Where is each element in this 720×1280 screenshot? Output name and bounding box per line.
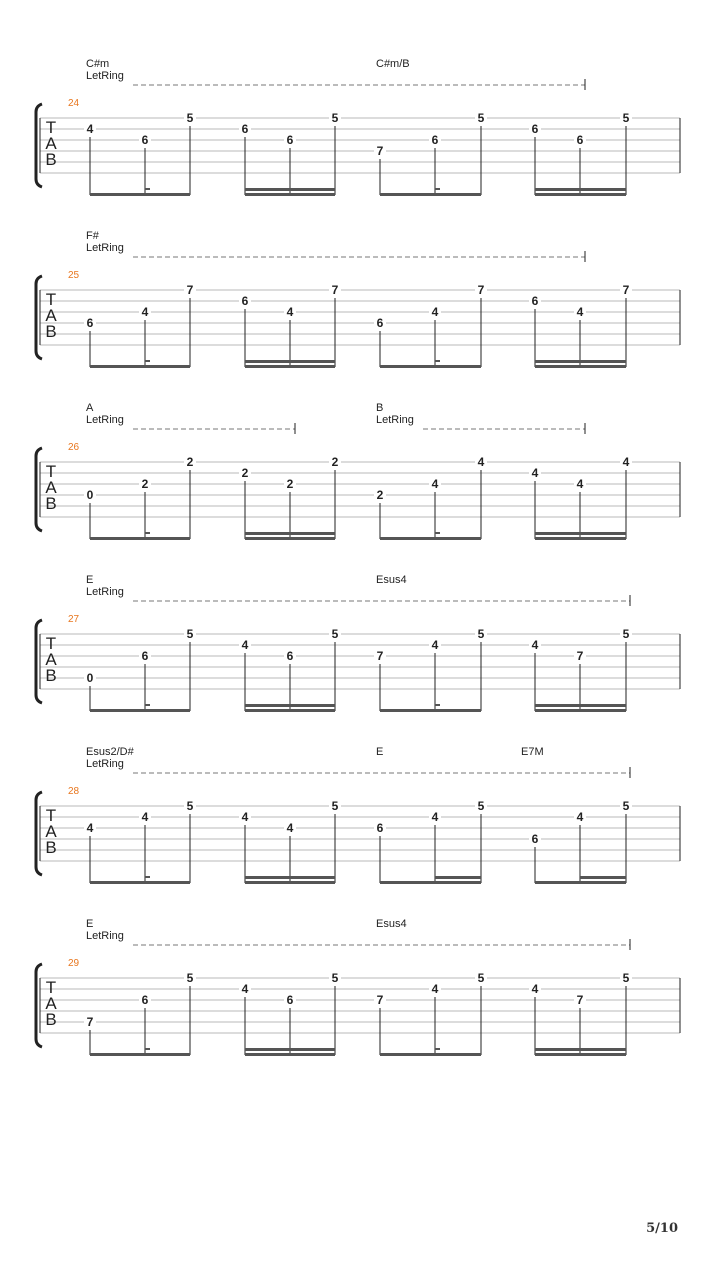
fret-number: 5: [477, 627, 485, 641]
fret-number: 2: [331, 455, 339, 469]
fret-number: 5: [186, 111, 194, 125]
chord-name: Esus4: [376, 574, 407, 586]
beam-primary: [380, 1053, 481, 1056]
fret-number: 4: [86, 821, 94, 835]
chord-name: F#: [86, 230, 99, 242]
let-ring-label: LetRing: [86, 758, 124, 770]
chord-name: C#m: [86, 58, 110, 70]
fret-number: 4: [531, 982, 539, 996]
beam-stub: [145, 704, 150, 706]
fret-number: 4: [576, 305, 584, 319]
beam-secondary: [580, 876, 626, 879]
tab-clef-letter: A: [45, 306, 57, 325]
tab-clef-letter: A: [45, 822, 57, 841]
tab-clef-letter: A: [45, 478, 57, 497]
let-ring-label: LetRing: [376, 414, 414, 426]
beam-secondary: [535, 360, 626, 363]
tab-system: [36, 574, 680, 712]
fret-number: 6: [531, 294, 539, 308]
tab-system: [36, 918, 680, 1056]
tab-clef-letter: B: [45, 666, 57, 685]
fret-number: 5: [331, 971, 339, 985]
tab-clef-letter: B: [45, 150, 57, 169]
fret-number: 4: [141, 810, 149, 824]
fret-number: 5: [622, 799, 630, 813]
chord-name: C#m/B: [376, 58, 410, 70]
fret-number: 4: [241, 638, 249, 652]
fret-number: 7: [376, 144, 384, 158]
fret-number: 6: [141, 133, 149, 147]
fret-number: 4: [431, 638, 439, 652]
fret-number: 6: [241, 294, 249, 308]
tab-clef-letter: A: [45, 650, 57, 669]
fret-number: 4: [286, 305, 294, 319]
fret-number: 6: [376, 316, 384, 330]
beam-primary: [90, 1053, 190, 1056]
beam-stub: [435, 1048, 440, 1050]
fret-number: 4: [86, 122, 94, 136]
fret-number: 6: [141, 993, 149, 1007]
beam-secondary: [535, 188, 626, 191]
fret-number: 5: [622, 971, 630, 985]
tab-clef-letter: T: [45, 290, 57, 309]
fret-number: 7: [622, 283, 630, 297]
beam-stub: [145, 1048, 150, 1050]
fret-number: 7: [376, 649, 384, 663]
fret-number: 7: [86, 1015, 94, 1029]
beam-primary: [535, 709, 626, 712]
beam-primary: [535, 193, 626, 196]
fret-number: 5: [186, 627, 194, 641]
fret-number: 2: [376, 488, 384, 502]
tab-clef-letter: A: [45, 134, 57, 153]
beam-primary: [245, 1053, 335, 1056]
fret-number: 2: [286, 477, 294, 491]
fret-number: 5: [331, 627, 339, 641]
beam-primary: [380, 193, 481, 196]
measure-number: 27: [68, 614, 80, 625]
system-bracket: [36, 620, 42, 703]
fret-number: 4: [431, 477, 439, 491]
measure-number: 29: [68, 958, 80, 969]
beam-secondary: [535, 1048, 626, 1051]
tab-system: [36, 746, 680, 884]
fret-number: 6: [531, 832, 539, 846]
fret-number: 2: [141, 477, 149, 491]
fret-number: 6: [431, 133, 439, 147]
fret-number: 7: [376, 993, 384, 1007]
fret-number: 7: [186, 283, 194, 297]
beam-stub: [145, 188, 150, 190]
chord-name: Esus2/D#: [86, 746, 134, 758]
fret-number: 2: [186, 455, 194, 469]
fret-number: 6: [286, 649, 294, 663]
beam-primary: [90, 881, 190, 884]
system-bracket: [36, 792, 42, 875]
beam-stub: [145, 360, 150, 362]
beam-primary: [245, 193, 335, 196]
fret-number: 5: [622, 111, 630, 125]
fret-number: 5: [186, 799, 194, 813]
measure-number: 28: [68, 786, 80, 797]
beam-primary: [380, 709, 481, 712]
fret-number: 5: [331, 111, 339, 125]
beam-secondary: [245, 360, 335, 363]
beam-secondary: [535, 704, 626, 707]
beam-secondary: [245, 876, 335, 879]
beam-primary: [380, 537, 481, 540]
fret-number: 4: [576, 810, 584, 824]
tab-system: [36, 402, 680, 540]
beam-stub: [145, 876, 150, 878]
beam-primary: [380, 881, 481, 884]
tab-clef-letter: T: [45, 806, 57, 825]
fret-number: 4: [286, 821, 294, 835]
beam-stub: [145, 532, 150, 534]
fret-number: 7: [576, 993, 584, 1007]
beam-stub: [435, 360, 440, 362]
fret-number: 6: [376, 821, 384, 835]
tab-clef-letter: T: [45, 462, 57, 481]
fret-number: 6: [531, 122, 539, 136]
beam-secondary: [245, 704, 335, 707]
fret-number: 4: [622, 455, 630, 469]
chord-name: A: [86, 402, 94, 414]
beam-secondary: [435, 876, 481, 879]
let-ring-label: LetRing: [86, 930, 124, 942]
beam-primary: [380, 365, 481, 368]
page-number: 5/10: [646, 1221, 678, 1236]
fret-number: 0: [86, 671, 94, 685]
chord-name: E: [86, 918, 94, 930]
chord-name: E: [376, 746, 384, 758]
measure-number: 26: [68, 442, 80, 453]
fret-number: 4: [141, 305, 149, 319]
beam-primary: [245, 537, 335, 540]
chord-name: Esus4: [376, 918, 407, 930]
let-ring-label: LetRing: [86, 586, 124, 598]
tab-clef-letter: T: [45, 978, 57, 997]
fret-number: 7: [576, 649, 584, 663]
chord-name: E: [86, 574, 94, 586]
tab-clef-letter: A: [45, 994, 57, 1013]
beam-secondary: [245, 532, 335, 535]
tab-clef-letter: B: [45, 494, 57, 513]
fret-number: 5: [477, 111, 485, 125]
fret-number: 7: [331, 283, 339, 297]
fret-number: 4: [241, 810, 249, 824]
beam-secondary: [245, 188, 335, 191]
fret-number: 5: [477, 799, 485, 813]
beam-primary: [245, 881, 335, 884]
system-bracket: [36, 276, 42, 359]
tab-clef-letter: T: [45, 118, 57, 137]
beam-primary: [535, 1053, 626, 1056]
beam-stub: [435, 704, 440, 706]
chord-name: B: [376, 402, 384, 414]
tab-clef-letter: B: [45, 1010, 57, 1029]
fret-number: 6: [241, 122, 249, 136]
beam-primary: [90, 709, 190, 712]
measure-number: 24: [68, 98, 80, 109]
fret-number: 4: [576, 477, 584, 491]
chord-name: E7M: [521, 746, 544, 758]
system-bracket: [36, 104, 42, 187]
let-ring-label: LetRing: [86, 70, 124, 82]
beam-stub: [435, 532, 440, 534]
beam-secondary: [535, 532, 626, 535]
measure-number: 25: [68, 270, 80, 281]
beam-primary: [535, 365, 626, 368]
fret-number: 7: [477, 283, 485, 297]
beam-primary: [90, 193, 190, 196]
fret-number: 6: [286, 133, 294, 147]
fret-number: 5: [622, 627, 630, 641]
beam-stub: [435, 188, 440, 190]
fret-number: 0: [86, 488, 94, 502]
fret-number: 5: [331, 799, 339, 813]
fret-number: 2: [241, 466, 249, 480]
system-bracket: [36, 964, 42, 1047]
system-bracket: [36, 448, 42, 531]
beam-primary: [535, 881, 626, 884]
fret-number: 4: [477, 455, 485, 469]
fret-number: 6: [286, 993, 294, 1007]
beam-primary: [90, 537, 190, 540]
tab-system: [36, 230, 680, 368]
fret-number: 4: [431, 982, 439, 996]
tab-clef-letter: T: [45, 634, 57, 653]
tab-clef-letter: B: [45, 838, 57, 857]
fret-number: 5: [477, 971, 485, 985]
beam-primary: [535, 537, 626, 540]
fret-number: 4: [531, 466, 539, 480]
beam-primary: [90, 365, 190, 368]
let-ring-label: LetRing: [86, 414, 124, 426]
fret-number: 6: [576, 133, 584, 147]
beam-primary: [245, 709, 335, 712]
fret-number: 6: [86, 316, 94, 330]
fret-number: 4: [531, 638, 539, 652]
fret-number: 4: [431, 305, 439, 319]
fret-number: 4: [431, 810, 439, 824]
beam-primary: [245, 365, 335, 368]
fret-number: 6: [141, 649, 149, 663]
beam-secondary: [245, 1048, 335, 1051]
tab-clef-letter: B: [45, 322, 57, 341]
fret-number: 5: [186, 971, 194, 985]
fret-number: 4: [241, 982, 249, 996]
tab-system: [36, 58, 680, 196]
let-ring-label: LetRing: [86, 242, 124, 254]
